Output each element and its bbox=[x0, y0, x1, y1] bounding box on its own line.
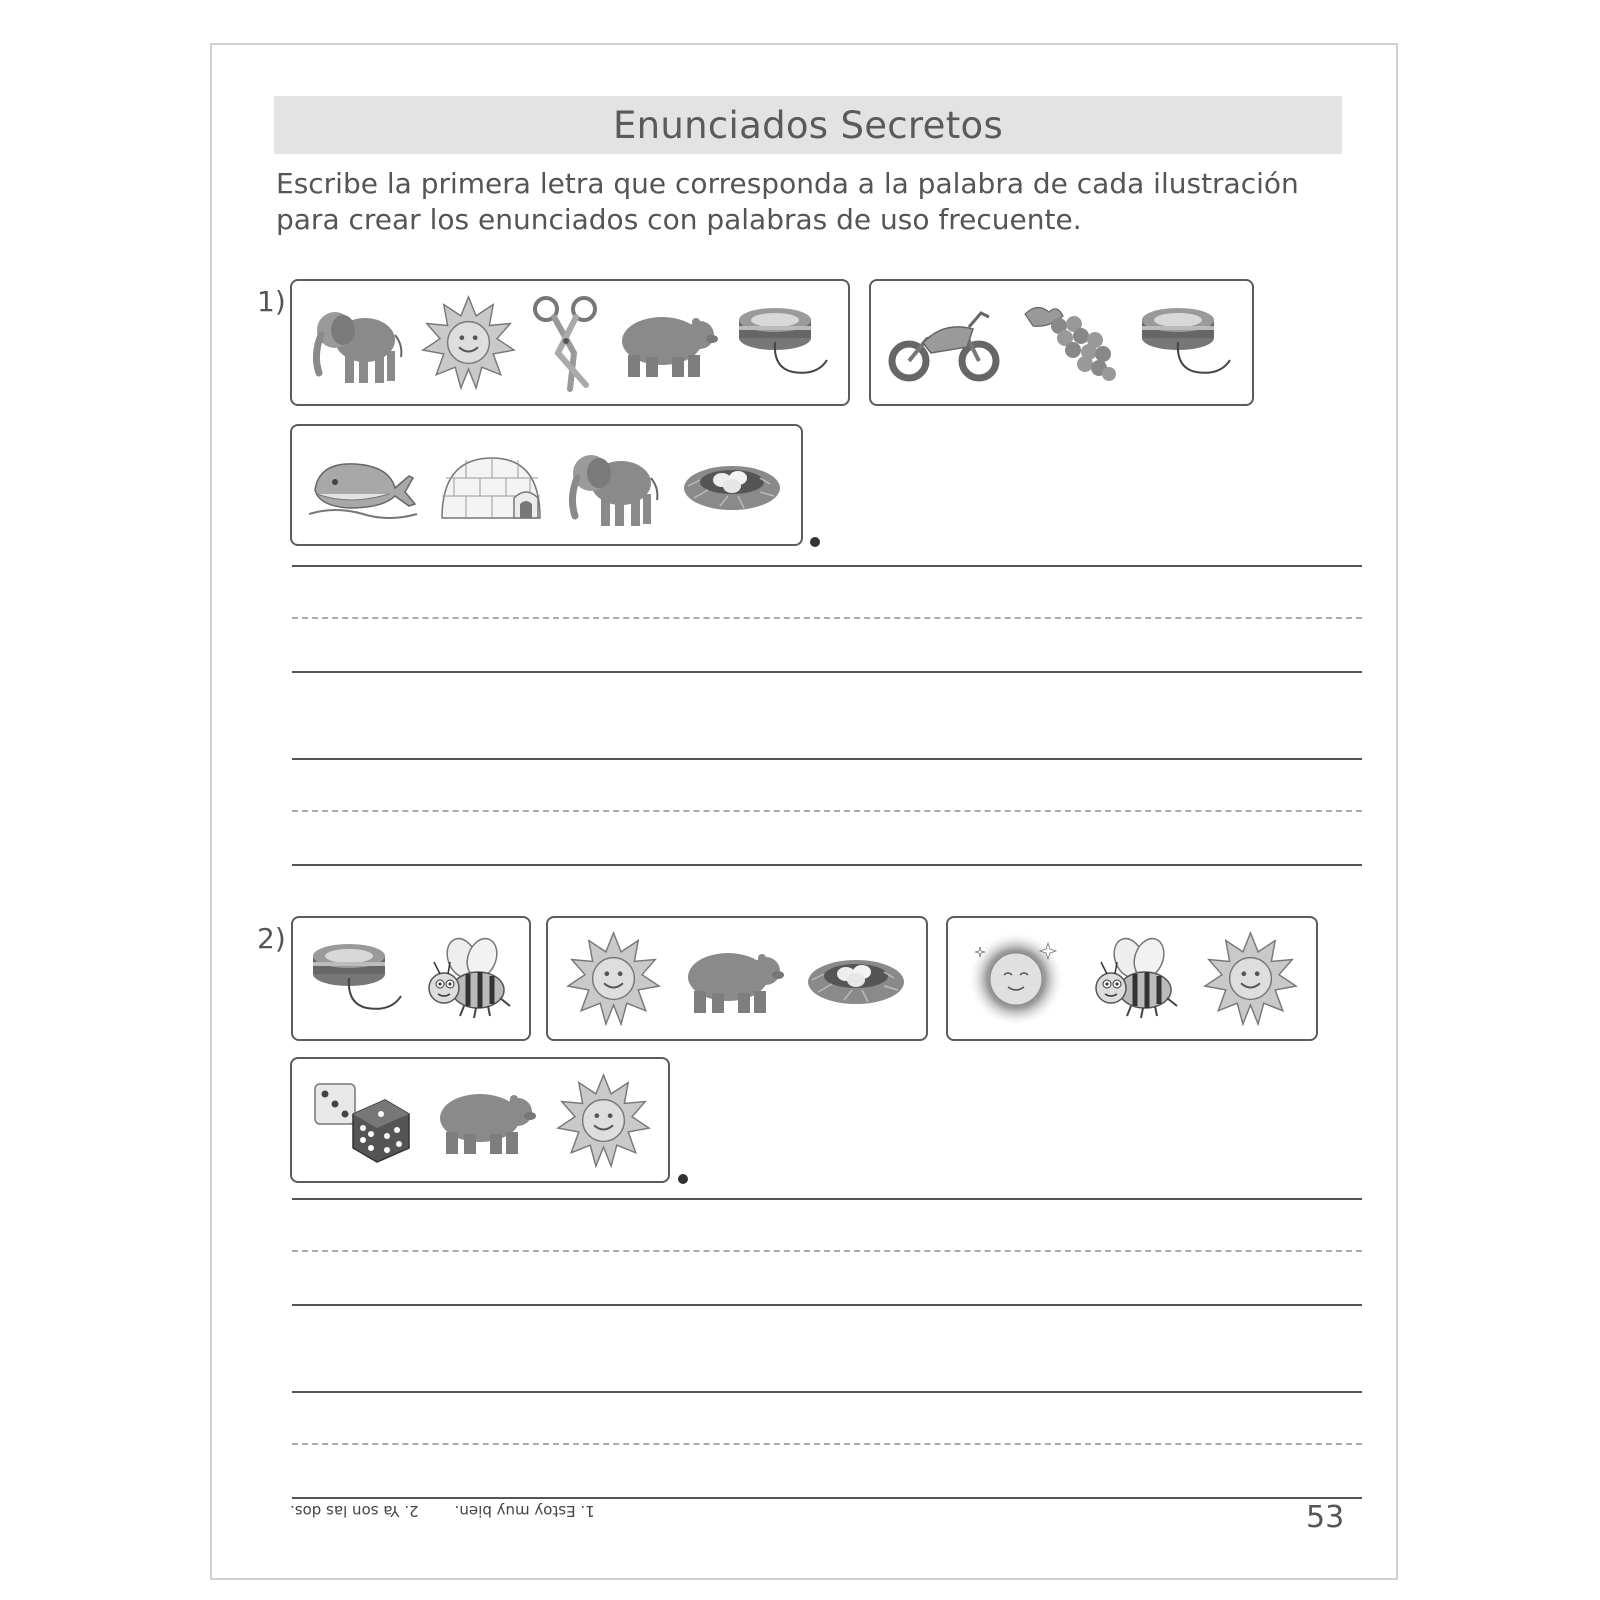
writing-line-mid bbox=[292, 617, 1362, 619]
nest-icon bbox=[804, 944, 909, 1014]
whale-icon bbox=[309, 448, 419, 523]
answer-1: 1. Estoy muy bien. bbox=[454, 1502, 595, 1520]
exercise-2-group-4 bbox=[290, 1057, 670, 1183]
exercise-1-number: 1) bbox=[257, 285, 286, 318]
exercise-2-group-2 bbox=[546, 916, 928, 1041]
writing-line-mid bbox=[292, 1250, 1362, 1252]
writing-line-mid bbox=[292, 1443, 1362, 1445]
yoyo-icon bbox=[307, 934, 407, 1024]
writing-line-base bbox=[292, 671, 1362, 673]
sun-icon bbox=[1203, 931, 1298, 1026]
motorcycle-icon bbox=[887, 303, 1002, 383]
sun-icon bbox=[421, 295, 516, 390]
bear-icon bbox=[432, 1080, 537, 1160]
writing-line-top bbox=[292, 565, 1362, 567]
moon-icon bbox=[966, 929, 1066, 1029]
scissors-icon bbox=[530, 293, 600, 393]
bear-icon bbox=[680, 939, 785, 1019]
grapes-icon bbox=[1019, 300, 1119, 385]
yoyo-icon bbox=[733, 298, 833, 388]
instructions-text: Escribe la primera letra que corresponda a la palabra de cada ilustración para crear los enunciados con palabras de uso frecuente. bbox=[276, 167, 1299, 236]
answer-2: 2. Ya son las dos. bbox=[290, 1502, 419, 1520]
answer-key bbox=[290, 1502, 595, 1520]
page-title: Enunciados Secretos bbox=[612, 103, 1004, 147]
dice-icon bbox=[309, 1078, 414, 1163]
writing-line-top bbox=[292, 1198, 1362, 1200]
writing-line-base bbox=[292, 1304, 1362, 1306]
bee-icon bbox=[1087, 936, 1182, 1021]
bee-icon bbox=[420, 936, 515, 1021]
exercise-2-group-1 bbox=[291, 916, 531, 1041]
sun-icon bbox=[566, 931, 661, 1026]
exercise-2-group-3 bbox=[946, 916, 1318, 1041]
sun-icon bbox=[556, 1073, 651, 1168]
writing-line-top bbox=[292, 758, 1362, 760]
nest-icon bbox=[680, 450, 785, 520]
exercise-1-group-2 bbox=[869, 279, 1254, 406]
exercise-2-number: 2) bbox=[257, 922, 286, 955]
elephant-icon bbox=[307, 295, 407, 390]
bear-icon bbox=[614, 303, 719, 383]
writing-line-base bbox=[292, 1497, 1362, 1499]
writing-line-mid bbox=[292, 810, 1362, 812]
writing-line-top bbox=[292, 1391, 1362, 1393]
title-bar bbox=[274, 96, 1342, 154]
elephant-icon bbox=[563, 438, 663, 533]
igloo-icon bbox=[436, 448, 546, 523]
exercise-1-group-1 bbox=[290, 279, 850, 406]
writing-line-base bbox=[292, 864, 1362, 866]
sentence-2-period bbox=[678, 1174, 688, 1184]
sentence-1-period bbox=[810, 537, 820, 547]
yoyo-icon bbox=[1136, 298, 1236, 388]
exercise-1-group-3 bbox=[290, 424, 803, 546]
page-number: 53 bbox=[1306, 1500, 1345, 1535]
